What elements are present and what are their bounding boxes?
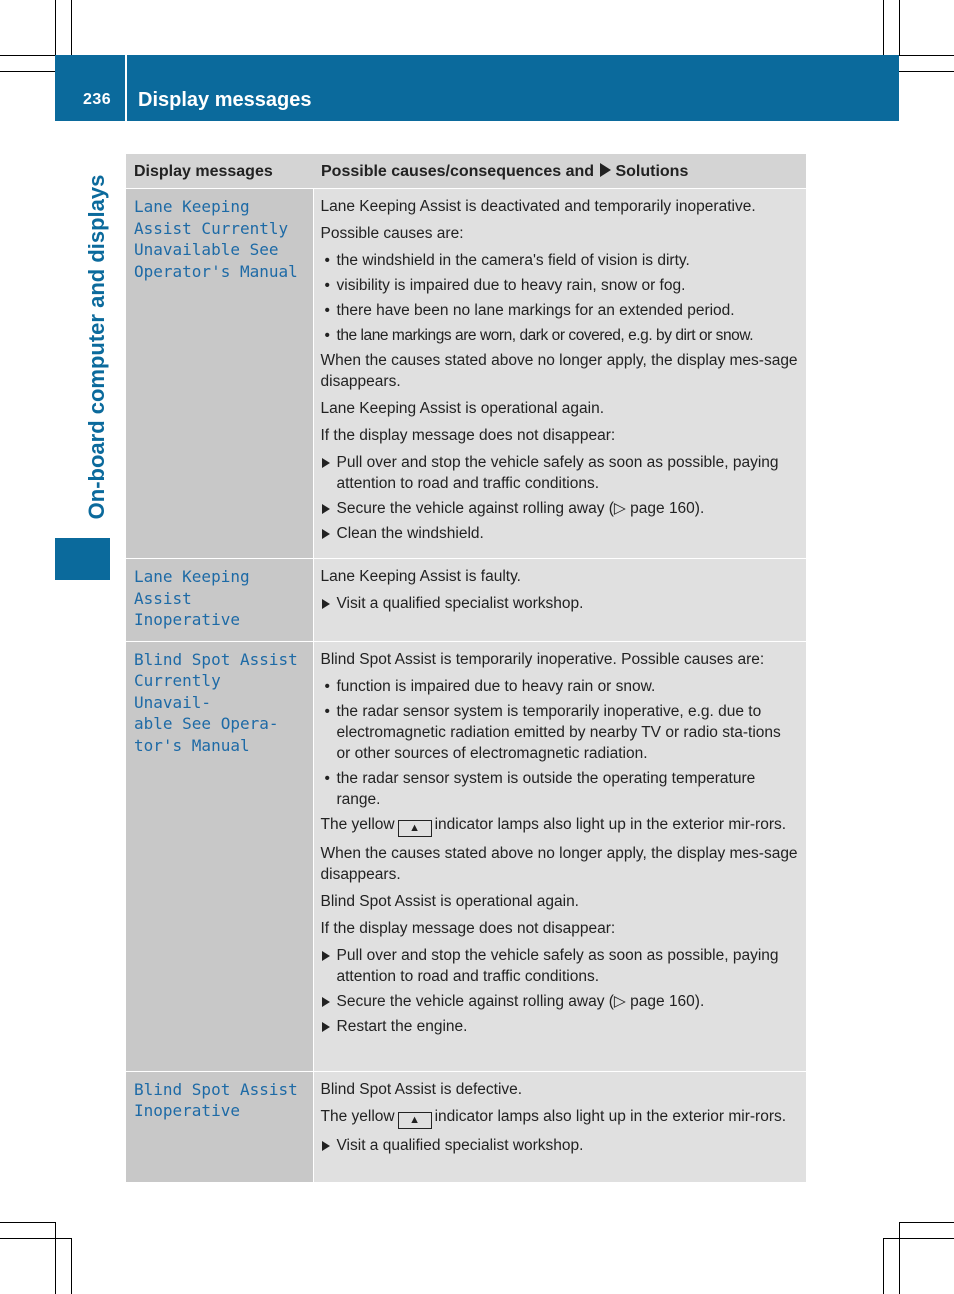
action-text: Visit a qualified specialist workshop. bbox=[336, 595, 584, 612]
crop-mark bbox=[0, 1238, 71, 1239]
page-title: Display messages bbox=[138, 89, 312, 111]
chapter-tab bbox=[55, 538, 110, 580]
crop-mark bbox=[883, 1238, 884, 1294]
crop-mark bbox=[899, 1222, 954, 1223]
causes-solutions bbox=[313, 189, 806, 559]
display-message: Lane Keeping Assist Currently Unavailable See Operator's Manual bbox=[126, 189, 313, 559]
list-item: • function is impaired due to heavy rain or snow. bbox=[321, 676, 799, 697]
action-text: Pull over and stop the vehicle safely as soon as possible, paying attention to road and traffic conditions. bbox=[336, 454, 779, 492]
crop-mark bbox=[0, 1222, 55, 1223]
arrow-right-icon bbox=[322, 1022, 330, 1032]
crop-mark bbox=[899, 71, 954, 72]
action-text: Secure the vehicle against rolling away (▷ page 160). bbox=[336, 992, 705, 1010]
page-header bbox=[55, 55, 899, 121]
list-item: • the radar sensor system is temporarily inoperative, e.g. due to electromagnetic radiation emitted by nearby TV or radio sta-tions or other sources of electromagnetic radiation. bbox=[321, 701, 799, 764]
lamp-note bbox=[321, 1106, 799, 1129]
crop-mark bbox=[883, 0, 884, 55]
list-item: • visibility is impaired due to heavy rain, snow or fog. bbox=[321, 275, 799, 296]
crop-mark bbox=[71, 1238, 72, 1294]
crop-mark bbox=[55, 0, 56, 55]
action-step bbox=[321, 991, 799, 1012]
list-item: • the radar sensor system is outside the operating temperature range. bbox=[321, 768, 799, 810]
action-step bbox=[321, 498, 799, 519]
action-step bbox=[321, 593, 799, 614]
crop-mark bbox=[899, 0, 900, 55]
arrow-right-icon bbox=[322, 458, 330, 468]
lamp-note-before: The yellow bbox=[320, 1107, 395, 1125]
chapter-label: On-board computer and displays bbox=[84, 174, 109, 520]
causes-solutions bbox=[313, 1071, 806, 1182]
warning-lamp-icon: ▲ bbox=[398, 1112, 432, 1129]
arrow-right-icon bbox=[322, 504, 330, 514]
action-text: Visit a qualified specialist workshop. bbox=[336, 1136, 584, 1154]
description: When the causes stated above no longer apply, the display mes-sage disappears. bbox=[320, 352, 798, 390]
action-step bbox=[321, 1016, 799, 1037]
lamp-note-after: indicator lamps also light up in the exterior mir-rors. bbox=[434, 815, 787, 833]
causes-label: Possible causes are: bbox=[320, 225, 464, 242]
display-message: Blind Spot Assist Currently Unavail- able See Opera- tor's Manual bbox=[126, 641, 313, 1071]
display-message: Lane Keeping Assist Inoperative bbox=[126, 559, 313, 642]
table-row bbox=[126, 1071, 806, 1182]
lamp-note-before: The yellow bbox=[320, 815, 395, 833]
action-step bbox=[321, 945, 799, 987]
description: Lane Keeping Assist is deactivated and temporarily inoperative. bbox=[320, 198, 756, 215]
description: Blind Spot Assist is defective. bbox=[320, 1080, 523, 1098]
description: Blind Spot Assist is operational again. bbox=[320, 892, 579, 910]
lamp-note bbox=[321, 814, 799, 837]
arrow-right-icon bbox=[322, 951, 330, 961]
column-header-messages: Display messages bbox=[126, 154, 313, 189]
list-item: • the lane markings are worn, dark or covered, e.g. by dirt or snow. bbox=[321, 325, 799, 346]
arrow-right-icon bbox=[600, 163, 611, 177]
causes-solutions bbox=[313, 641, 806, 1071]
crop-mark bbox=[0, 55, 55, 56]
arrow-right-icon bbox=[322, 529, 330, 539]
page-number: 236 bbox=[83, 91, 112, 108]
lamp-note-after: indicator lamps also light up in the exterior mir-rors. bbox=[434, 1107, 787, 1125]
action-text: Secure the vehicle against rolling away (▷ page 160). bbox=[336, 500, 705, 517]
action-text: Pull over and stop the vehicle safely as soon as possible, paying attention to road and traffic conditions. bbox=[336, 946, 779, 985]
column-header-causes bbox=[313, 154, 806, 189]
description: If the display message does not disappear: bbox=[320, 427, 616, 444]
display-messages-table bbox=[126, 154, 806, 1182]
crop-mark bbox=[883, 1238, 954, 1239]
header-divider bbox=[125, 55, 127, 121]
description: When the causes stated above no longer apply, the display mes-sage disappears. bbox=[320, 844, 798, 883]
action-text: Clean the windshield. bbox=[336, 525, 484, 542]
column-header-solutions-text: Solutions bbox=[615, 162, 689, 180]
crop-mark bbox=[899, 1222, 900, 1294]
table-row bbox=[126, 189, 806, 559]
description: If the display message does not disappear: bbox=[320, 919, 616, 937]
table-row bbox=[126, 559, 806, 642]
action-step bbox=[321, 523, 799, 544]
display-message: Blind Spot Assist Inoperative bbox=[126, 1071, 313, 1182]
description: Blind Spot Assist is temporarily inoperative. Possible causes are: bbox=[320, 650, 765, 668]
list-item: • the windshield in the camera's field of vision is dirty. bbox=[321, 250, 799, 271]
description: Lane Keeping Assist is faulty. bbox=[320, 568, 521, 585]
crop-mark bbox=[71, 0, 72, 55]
description: Lane Keeping Assist is operational again. bbox=[320, 400, 605, 417]
crop-mark bbox=[899, 55, 954, 56]
arrow-right-icon bbox=[322, 1141, 330, 1151]
arrow-right-icon bbox=[322, 997, 330, 1007]
table-row bbox=[126, 641, 806, 1071]
arrow-right-icon bbox=[322, 599, 330, 609]
column-header-causes-text: Possible causes/consequences and bbox=[321, 162, 595, 180]
causes-solutions bbox=[313, 559, 806, 642]
warning-lamp-icon: ▲ bbox=[398, 820, 432, 837]
list-item: • there have been no lane markings for an extended period. bbox=[321, 300, 799, 321]
table-header-row bbox=[126, 154, 806, 189]
action-step bbox=[321, 1135, 799, 1156]
action-text: Restart the engine. bbox=[336, 1017, 468, 1035]
crop-mark bbox=[0, 71, 55, 72]
crop-mark bbox=[55, 1222, 56, 1294]
action-step bbox=[321, 452, 799, 494]
